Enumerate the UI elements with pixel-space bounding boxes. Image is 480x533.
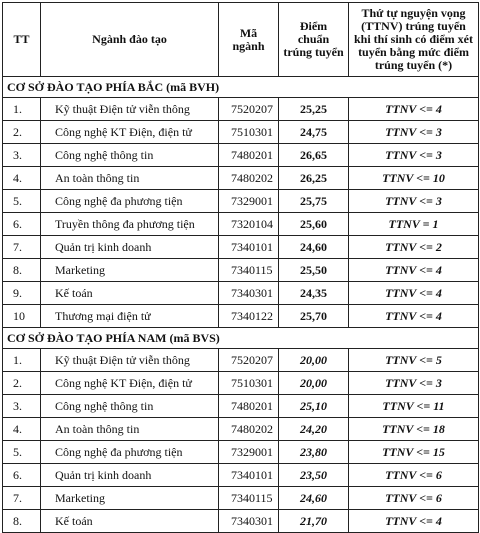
header-code: Mã ngành bbox=[219, 3, 279, 77]
table-row bbox=[3, 144, 479, 167]
row-number: 8. bbox=[3, 510, 41, 533]
major-code: 7340115 bbox=[219, 259, 279, 282]
preference-order: TTNV <= 4 bbox=[349, 98, 479, 121]
row-number: 5. bbox=[3, 190, 41, 213]
major-code: 7510301 bbox=[219, 121, 279, 144]
table-row bbox=[3, 259, 479, 282]
preference-order: TTNV <= 5 bbox=[349, 349, 479, 372]
south-section-title: CƠ SỞ ĐÀO TẠO PHÍA NAM (mã BVS) bbox=[3, 328, 479, 349]
major-code: 7340301 bbox=[219, 282, 279, 305]
benchmark-score: 25,10 bbox=[279, 395, 349, 418]
preference-order: TTNV <= 15 bbox=[349, 441, 479, 464]
major-code: 7320104 bbox=[219, 213, 279, 236]
row-number: 3. bbox=[3, 144, 41, 167]
benchmark-score: 24,60 bbox=[279, 487, 349, 510]
preference-order: TTNV <= 3 bbox=[349, 372, 479, 395]
table-row bbox=[3, 282, 479, 305]
table-row bbox=[3, 372, 479, 395]
preference-order: TTNV <= 11 bbox=[349, 395, 479, 418]
major-name: Kỹ thuật Điện tử viễn thông bbox=[41, 349, 219, 372]
benchmark-score: 26,65 bbox=[279, 144, 349, 167]
preference-order: TTNV <= 2 bbox=[349, 236, 479, 259]
admission-scores-document bbox=[2, 2, 478, 533]
preference-order: TTNV <= 3 bbox=[349, 144, 479, 167]
table-row bbox=[3, 305, 479, 328]
table-row bbox=[3, 395, 479, 418]
major-code: 7480201 bbox=[219, 144, 279, 167]
row-number: 10 bbox=[3, 305, 41, 328]
major-name: Công nghệ đa phương tiện bbox=[41, 441, 219, 464]
table-row bbox=[3, 236, 479, 259]
major-name: Truyền thông đa phương tiện bbox=[41, 213, 219, 236]
major-code: 7520207 bbox=[219, 98, 279, 121]
table-row bbox=[3, 121, 479, 144]
benchmark-score: 21,70 bbox=[279, 510, 349, 533]
row-number: 6. bbox=[3, 213, 41, 236]
row-number: 2. bbox=[3, 372, 41, 395]
major-code: 7480202 bbox=[219, 418, 279, 441]
benchmark-score: 23,80 bbox=[279, 441, 349, 464]
major-code: 7340115 bbox=[219, 487, 279, 510]
table-row bbox=[3, 213, 479, 236]
row-number: 1. bbox=[3, 98, 41, 121]
row-number: 7. bbox=[3, 236, 41, 259]
preference-order: TTNV <= 4 bbox=[349, 282, 479, 305]
benchmark-score: 24,60 bbox=[279, 236, 349, 259]
major-name: Thương mại điện tử bbox=[41, 305, 219, 328]
row-number: 9. bbox=[3, 282, 41, 305]
south-campus-section bbox=[3, 328, 479, 533]
major-code: 7480202 bbox=[219, 167, 279, 190]
benchmark-score: 25,25 bbox=[279, 98, 349, 121]
table-row bbox=[3, 487, 479, 510]
benchmark-score: 25,70 bbox=[279, 305, 349, 328]
section-title-row bbox=[3, 77, 479, 98]
major-code: 7340301 bbox=[219, 510, 279, 533]
major-name: Công nghệ đa phương tiện bbox=[41, 190, 219, 213]
preference-order: TTNV <= 4 bbox=[349, 305, 479, 328]
major-code: 7340101 bbox=[219, 236, 279, 259]
preference-order: TTNV <= 18 bbox=[349, 418, 479, 441]
section-title-row bbox=[3, 328, 479, 349]
preference-order: TTNV <= 4 bbox=[349, 510, 479, 533]
major-code: 7520207 bbox=[219, 349, 279, 372]
header-tt: TT bbox=[3, 3, 41, 77]
major-name: Quản trị kinh doanh bbox=[41, 464, 219, 487]
major-code: 7329001 bbox=[219, 441, 279, 464]
benchmark-score: 25,60 bbox=[279, 213, 349, 236]
benchmark-score: 23,50 bbox=[279, 464, 349, 487]
benchmark-score: 20,00 bbox=[279, 349, 349, 372]
preference-order: TTNV <= 6 bbox=[349, 487, 479, 510]
major-name: An toàn thông tin bbox=[41, 418, 219, 441]
row-number: 6. bbox=[3, 464, 41, 487]
table-row bbox=[3, 349, 479, 372]
major-name: Công nghệ KT Điện, điện tử bbox=[41, 121, 219, 144]
row-number: 3. bbox=[3, 395, 41, 418]
table-header-row bbox=[3, 3, 479, 77]
major-name: Kế toán bbox=[41, 282, 219, 305]
north-section-title: CƠ SỞ ĐÀO TẠO PHÍA BẮC (mã BVH) bbox=[3, 77, 479, 98]
row-number: 8. bbox=[3, 259, 41, 282]
major-code: 7340101 bbox=[219, 464, 279, 487]
major-name: Công nghệ KT Điện, điện tử bbox=[41, 372, 219, 395]
row-number: 1. bbox=[3, 349, 41, 372]
benchmark-score: 25,75 bbox=[279, 190, 349, 213]
table-row bbox=[3, 190, 479, 213]
major-name: Quản trị kinh doanh bbox=[41, 236, 219, 259]
benchmark-score: 26,25 bbox=[279, 167, 349, 190]
major-code: 7329001 bbox=[219, 190, 279, 213]
header-preference: Thứ tự nguyện vọng (TTNV) trúng tuyển khi thí sinh có điểm xét tuyển bằng mức điểm trúng tuyển (*) bbox=[349, 3, 479, 77]
preference-order: TTNV <= 10 bbox=[349, 167, 479, 190]
major-name: An toàn thông tin bbox=[41, 167, 219, 190]
major-code: 7340122 bbox=[219, 305, 279, 328]
table-row bbox=[3, 167, 479, 190]
preference-order: TTNV <= 6 bbox=[349, 464, 479, 487]
header-major: Ngành đào tạo bbox=[41, 3, 219, 77]
row-number: 7. bbox=[3, 487, 41, 510]
table-row bbox=[3, 441, 479, 464]
major-name: Kỹ thuật Điện tử viễn thông bbox=[41, 98, 219, 121]
table-row bbox=[3, 464, 479, 487]
major-code: 7510301 bbox=[219, 372, 279, 395]
row-number: 2. bbox=[3, 121, 41, 144]
north-campus-section bbox=[3, 77, 479, 328]
row-number: 4. bbox=[3, 167, 41, 190]
benchmark-score: 20,00 bbox=[279, 372, 349, 395]
major-name: Công nghệ thông tin bbox=[41, 395, 219, 418]
benchmark-score: 24,35 bbox=[279, 282, 349, 305]
preference-order: TTNV <= 4 bbox=[349, 259, 479, 282]
major-name: Marketing bbox=[41, 487, 219, 510]
major-name: Marketing bbox=[41, 259, 219, 282]
major-name: Công nghệ thông tin bbox=[41, 144, 219, 167]
preference-order: TTNV <= 3 bbox=[349, 190, 479, 213]
benchmark-score: 25,50 bbox=[279, 259, 349, 282]
table-row bbox=[3, 510, 479, 533]
table-row bbox=[3, 418, 479, 441]
header-score: Điểm chuẩn trúng tuyển bbox=[279, 3, 349, 77]
preference-order: TTNV = 1 bbox=[349, 213, 479, 236]
row-number: 4. bbox=[3, 418, 41, 441]
benchmark-score: 24,75 bbox=[279, 121, 349, 144]
row-number: 5. bbox=[3, 441, 41, 464]
admission-scores-table bbox=[2, 2, 479, 533]
table-row bbox=[3, 98, 479, 121]
major-name: Kế toán bbox=[41, 510, 219, 533]
major-code: 7480201 bbox=[219, 395, 279, 418]
preference-order: TTNV <= 3 bbox=[349, 121, 479, 144]
benchmark-score: 24,20 bbox=[279, 418, 349, 441]
